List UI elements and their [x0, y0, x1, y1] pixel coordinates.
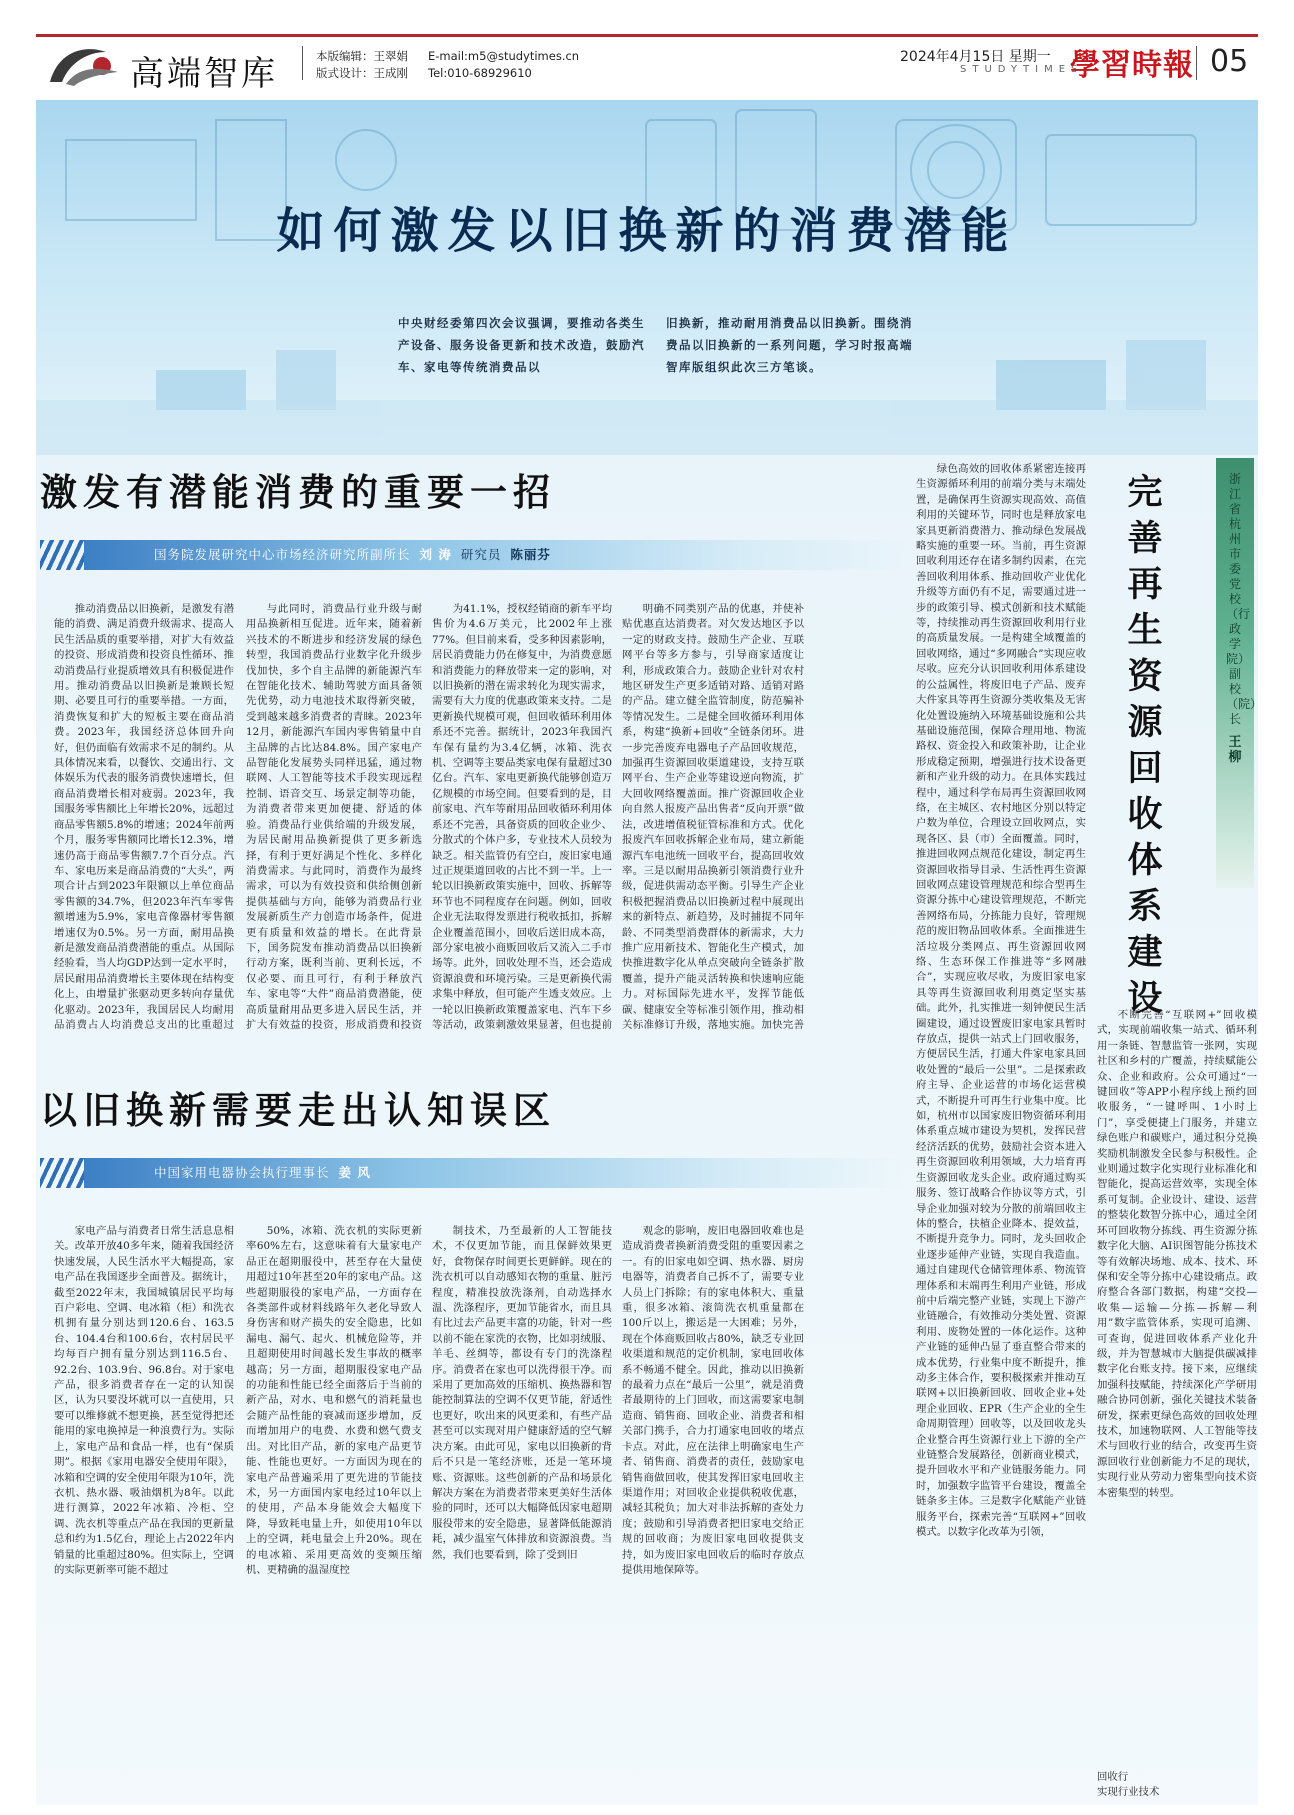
byline-stripes — [40, 1158, 86, 1188]
editor-line: 本版编辑：王翠娟 — [316, 49, 408, 63]
email-line: E-mail:m5@studytimes.cn — [428, 49, 580, 63]
article1-col1 — [54, 602, 234, 1034]
hero-banner — [36, 100, 1258, 455]
article3-title: 完善再生资源回收体系建设 — [1127, 472, 1163, 1019]
article1-col4 — [622, 602, 804, 1034]
studytimes-wordmark: STUDYTIMES — [960, 64, 1084, 75]
article2-title: 以旧换新需要走出认知误区 — [40, 1088, 556, 1132]
designer-line: 版式设计：王成刚 — [316, 66, 408, 80]
paragraph: 制技术，乃至最新的人工智能技术，不仅更加节能，而且保鲜效果更好，食物保存时间更长更鲜鲜。现在的洗衣机可以自动感知衣物的重量、脏污程度，精准投放洗涤剂，自动选择水温、洗涤程序，更加节能省水，而且具有比过去产品更丰富的功能，针对一些以前不能在家洗的衣物，比如羽绒服、羊毛、丝绸等，都设有专门的洗涤程序。消费者在家也可以洗得很干净。而采用了更加高效的压缩机、换热器和智能控制算法的空调不仅更节能，舒适性也更好，吹出来的风更柔和，有些产品甚至可以实现对用户健康舒适的空气解决方案。由此可见，家电以旧换新的背后不只是一笔经济账，还是一笔环境账、资源账。这些创新的产品和场景化解决方案在为消费者带来更美好生活体验的同时，还可以大幅降低因家电超期服役带来的安全隐患，显著降低能源消耗，减少温室气体排放和资源浪费。当然，我们也要看到，除了受到旧 — [432, 1225, 612, 1561]
column-logo-icon — [44, 38, 124, 88]
article2-col4 — [622, 1224, 804, 1794]
byline-affiliation: 国务院发展研究中心市场经济研究所副所长 — [154, 547, 411, 562]
article2-col3 — [432, 1224, 612, 1794]
page-divider — [1196, 46, 1197, 80]
paragraph: 不断完善“互联网+”回收模式，实现前端收集一站式、循环利用一条链、智慧监管一张网，实现社区和乡村的广覆盖，持续赋能公众、企业和政府。公众可通过“一键回收”等APP小程序线上预约回收服务，“一键呼叫、1小时上门”，享受便捷上门服务，并建立绿色账户和碳账户，通过积分兑换奖励机制激发全民参与积极性。企业则通过数字化实现行业标准化和智能化，提高运营效率，实现全体系可复制。企业设计、建设、运营的整装化数智分拣中心，通过全闭环可回收物分拣线、再生资源分拣数字化大脑、AI识图智能分拣技术等有效解决场地、成本、技术、环保和安全等分拣中心建设痛点。政府整合各部门数据，构建“交投—收集—运输—分拣—拆解—利用”数字监管体系，实现可追溯、可查询，促进回收体系产业化升级，并为智慧城市大脑提供碳减排数字化台账支持。接下来，应继续加强科技赋能，持续深化产学研用融合协同创新，强化关键技术装备研发，探索更绿色高效的回收处理技术，加速物联网、人工智能等技术与回收行业的结合，改变再生资源回收行业创新能力不足的现状，实现行业从劳动力密集型向技术资本密集型的转型。 — [1097, 1009, 1257, 1499]
paragraph: 推动消费品以旧换新，是激发有潜能的消费、满足消费升级需求、提高人民生活品质的重要举措，对扩大有效益的投资、形成消费和投资良性循环、推动消费品行业提质增效具有积极促进作用。推动消费品以旧换新是兼顾长短期、必要且可行的重要举措。一方面，消费恢复和扩大的短板主要在商品消费。2023年，我国经济总体回升向好，但仍面临有效需求不足的制约。从具体情况来看，以餐饮、交通出行、文体娱乐为代表的服务消费快速增长，但商品消费增长相对疲弱。2023年，我国服务零售额比上年增长20%，远超过商品零售额5.8%的增速；2024年前两个月，服务零售额同比增长12.3%，增速仍高于商品零售额7.7个百分点。汽车、家电历来是商品消费的“大头”，两项合计占到2023年限额以上单位商品零售额的34.7%，但2023年汽车零售额增速为5.9%，家电音像器材零售额增速仅为0.5%。另一方面，耐用品换新是激发商品消费潜能的重点。从国际经验看，当人均GDP达到一定水平时，居民耐用品消费增长主要体现在结构变化上，由增量扩张驱动更多转向存量优化驱动。2023年，我国居民人均耐用品消费占人均消费总支出的比重超过 — [54, 603, 234, 1031]
paragraph: 绿色高效的回收体系紧密连接再生资源循环利用的前端分类与末端处置，是确保再生资源实现高效、高值利用的关键环节，同时也是释放家电家具更新消费潜力、推动绿色发展战略实施的重要一环。当前，再生资源回收利用还存在诸多制约因素，在完善回收利用体系、推动回收产业优化升级等方面仍有不足，需要通过进一步的政策引导、模式创新和技术赋能等，持续推动再生资源回收利用行业的高质量发展。一是构建全域覆盖的回收网络，通过“多网融合”实现应收尽收。应充分认识回收利用体系建设的公益属性，将废旧电子产品、废弃大件家具等再生资源分类收集及无害化处置设施纳入环境基础设施和公共基础设施范围，保障合理用地、物流路权、资金投入和政策补助，让企业形成稳定预期，增强进行技术设备更新和产业升级的动力。在具体实践过程中，通过科学布局再生资源回收网络，在主城区、农村地区分别以特定户数为单位，合理设立回收网点，实现各区、县（市）全面覆盖。同时，推进回收网点规范化建设，制定再生资源回收指导目录、生活性再生资源回收网点建设管理规范和综合型再生资源分拣中心建设管理规范，不断完善网络布局，分拣能力良好，管理规范的废旧物品回收体系。全面推进生活垃圾分类网点、再生资源回收网络、生态环保工作推进等“多网融合”，实现应收尽收，为废旧家电家具等再生资源回收利用奠定坚实基础。此外，扎实推进一刻钟便民生活圈建设，通过设置废旧家电家具暂时存放点，提供一站式上门回收服务，方便居民生活，打通大件家电家具回收处置的“最后一公里”。二是探索政府主导、企业运营的市场化运营模式，不断提升可再生行业集中度。比如，杭州市以国家废旧物资循环利用体系重点城市建设为契机，发挥民营经济活跃的优势，鼓励社会资本进入再生资源回收利用领域，大力培育再生资源回收龙头企业。政府通过购买服务、签订战略合作协议等方式，引导企业加强对较为分散的前端回收主体的整合，扶植企业降本、提效益，不断提升竞争力。同时，龙头回收企业逐步延伸产业链，实现自我造血。通过自建现代仓储管理体系、物流管理体系和末端再生利用产业链，形成前中后端完整产业链，实现上下游产业链融合，有效推动分类处置、资源利用、废物处置的一体化运作。这种产业链的延伸凸显了垂直整合带来的成本优势，行业集中度不断提升，推动多主体合作，要积极探索并推动互联网+以旧换新回收、回收企业+处理企业回收、EPR（生产企业的全生命周期管理）回收等，以及回收龙头企业整合再生资源行业上下游的全产业链整合发展路径，创新商业模式，提升回收水平和产业链服务能力。同时，加强数字监管平台建设，覆盖全链条多主体。三是数字化赋能产业链服务平台，探索完善“互联网+”回收模式。以数字化改革为引领， — [916, 463, 1086, 1539]
page-number: 05 — [1210, 44, 1249, 79]
article1-byline — [84, 540, 904, 570]
article3-col1 — [916, 462, 1086, 1794]
article1-title: 激发有潜能消费的重要一招 — [40, 470, 556, 514]
column-name: 高端智库 — [130, 54, 278, 94]
article1-col3 — [432, 602, 612, 1034]
editor-credits — [316, 48, 408, 82]
paragraph: 为41.1%，授权经销商的新车平均售价为4.6万美元，比2002年上涨77%。但目前来看，受多种因素影响，居民消费能力仍在修复中，为消费意愿和消费能力的释放带来一定的影响，对以旧换新的潜在需求转化为现实需求，需要有大力度的优惠政策来支持。二是更新换代规模可观，但回收循环利用体系还不完善。据统计，2023年我国汽车保有量约为3.4亿辆，冰箱、洗衣机、空调等主要品类家电保有量超过30亿台。汽车、家电更新换代能够创造万亿规模的市场空间。但要看到的是，目前家电、汽车等耐用品回收循环利用体系还不完善，具备资质的回收企业少、分散式的个体户多，专业技术人员较为缺乏。相关监管仍有空白，废旧家电通过正规渠道回收的占比不到一半。上一轮以旧换新政策实施中，回收、拆解等环节也不同程度存在问题。例如，回收企业无法取得发票进行税收抵扣，拆解企业覆盖范围小，回收后送旧成本高，部分家电被小商贩回收后又流入二手市场等。此外，回收处理不当，还会造成资源浪费和环境污染。三是更新换代需求集中释放，但可能产生透支效应。上一轮以旧换新政策覆盖家电、汽车下乡等活动，政策刺激效果显著，但也提前 — [432, 603, 612, 1031]
paragraph: 观念的影响，废旧电器回收难也是造成消费者换新消费受阻的重要因素之一。有的旧家电如空调、热水器、厨房电器等，消费者自己拆不了，需要专业人员上门拆除；有的家电体积大、重量重，很多冰箱、滚筒洗衣机重量都在100斤以上，搬运是一大困难；另外，现在个体商贩回收占80%，缺乏专业回收渠道和规范的定价机制，家电回收体系不畅通不健全。因此，推动以旧换新的最着力点在“最后一公里”，就是消费者最期待的上门回收，而这需要家电制造商、销售商、回收企业、消费者和相关部门携手，合力打通家电回收的堵点卡点。对此，应在法律上明确家电生产者、销售商、消费者的责任，鼓励家电销售商做回收，使其发挥旧家电回收主渠道作用；对回收企业提供税收优惠，减轻其税负；加大对非法拆解的查处力度；鼓励和引导消费者把旧家电交给正规的回收商；为废旧家电回收提供支持，如为废旧家电回收后的临时存放点提供用地保障等。 — [622, 1225, 804, 1576]
article3-col2 — [1097, 1008, 1257, 1770]
paragraph: 50%，冰箱、洗衣机的实际更新率60%左右，这意味着有大量家电产品正在超期服役中，甚至存在大量使用超过10年甚至20年的家电产品。这些超期服役的家电产品，一方面存在各类部件或材料线路年久老化导致人身伤害和财产损失的安全隐患，比如漏电、漏气、起火、机械危险等，并且超期使用时间越长发生事故的概率越高；另一方面，超期服役家电产品的功能和性能已经全面落后于当前的新产品，对水、电和燃气的消耗量也会随产品性能的衰减而逐步增加，反而增加用户的电费、水费和燃气费支出。对比旧产品，新的家电产品更节能、性能也更好。一方面因为现在的家电产品普遍采用了更先进的节能技术，另一方面国内家电经过10年以上的使用，产品本身能效会大幅度下降，导致耗电量上升，如使用10年以上的空调，耗电量会上升20%。现在的电冰箱、采用更高效的变频压缩机、更精确的温湿度控 — [246, 1225, 422, 1576]
byline-role: 研究员 — [460, 547, 502, 562]
tel-line: Tel:010-68929610 — [428, 66, 532, 80]
issue-date: 2024年4月15日 星期一 — [900, 49, 1051, 65]
page-header — [0, 0, 1294, 100]
banner-intro — [398, 312, 918, 412]
intro-right: 旧换新，推动耐用消费品以旧换新。围绕消费品以旧换新的一系列问题，学习时报高端智库版组织此次三方笔谈。 — [666, 316, 913, 374]
paragraph: 明确不同类别产品的优惠，并使补贴优惠直达消费者。对欠发达地区予以一定的财政支持。鼓励生产企业、互联网平台等多方参与，引导商家适度让利，形成政策合力。鼓励企业针对农村地区研发生产更多适销对路、适销对路的产品。建立健全监管制度，防范骗补等情况发生。二是健全回收循环利用体系，构建“换新+回收”全链条闭环。进一步完善废弃电器电子产品回收规范，加强再生资源回收渠道建设，支持互联网平台、生产企业等建设逆向物流，扩大回收网络覆盖面。推广资源回收企业向自然人报废产品出售者“反向开票”做法，改进增值税征管标准和方式。优化报废汽车回收拆解企业布局，建立新能源汽车电池统一回收平台，提高回收效率。三是以耐用品换新引领消费行业升级，促进供需动态平衡。引导生产企业积极把握消费品以旧换新过程中展现出来的新特点、新趋势，及时捕捉不同年龄、不同类型消费群体的新需求，大力推广应用新技术、智能化生产模式，加快推进数字化从单点突破向全链条扩散覆盖，提升产能灵活转换和快速响应能力。对标国际先进水平，发挥节能低碳、健康安全等标准引领作用，推动相关标准修订升级，落地实施。加快完善 — [622, 603, 804, 1031]
byline-stripes — [40, 540, 86, 570]
intro-left: 中央财经委第四次会议强调，要推动各类生产设备、服务设备更新和技术改造，鼓励汽车、家电等传统消费品以 — [398, 316, 645, 374]
contact-info — [428, 48, 579, 82]
byline-author1: 刘 涛 — [419, 547, 452, 562]
article2-byline — [84, 1158, 904, 1188]
byline-author: 姜 风 — [338, 1165, 371, 1180]
article1-col2 — [246, 602, 422, 1034]
byline-author2: 陈丽芬 — [510, 547, 551, 562]
byline-affiliation: 中国家用电器协会执行理事长 — [154, 1165, 330, 1180]
masthead-logo: 學習時報 — [1070, 48, 1194, 83]
banner-title: 如何激发以旧换新的消费潜能 — [276, 203, 1018, 259]
header-divider — [302, 46, 303, 80]
header-rule — [36, 34, 1258, 37]
article3-author-block — [1226, 472, 1263, 765]
article2-col2 — [246, 1224, 422, 1794]
author-affiliation: 浙江省杭州市委党校（行政学院）副校（院）长 — [1226, 472, 1263, 726]
paragraph: 与此同时，消费品行业升级与耐用品换新相互促进。近年来，随着新兴技术的不断进步和经济发展的绿色转型，我国消费品行业数字化升级步伐加快，多个自主品牌的新能源汽车在智能化技术、辅助驾驶方面具备领先优势，动力电池技术取得新突破，受到越来越多消费者的青睐。2023年12月，新能源汽车国内零售销量中自主品牌的占比达84.8%。国产家电产品智能化发展势头同样迅猛，通过物联网、人工智能等技术手段实现远程控制、语音交互、场景定制等功能，为消费者带来更加便捷、舒适的体验。消费品行业供给端的升级发展，为居民耐用品换新提供了更多新选择，有利于更好满足个性化、多样化消费需求。与此同时，消费作为最终需求，可以为有效投资和供给侧创新提供基础与方向，能够为消费品行业发展新质生产力创造市场条件，促进更有质量和效益的增长。在此背景下，国务院发布推动消费品以旧换新行动方案，既利当前、更利长远，不仅必要、而且可行，有利于释放汽车、家电等“大件”商品消费潜能，使高质量耐用品更多进入居民生活，并扩大有效益的投资，形成消费和投资 — [246, 603, 422, 1031]
author-name: 王柳 — [1228, 735, 1242, 765]
paragraph: 家电产品与消费者日常生活息息相关。改革开放40多年来，随着我国经济快速发展，人民生活水平大幅提高，家电产品在我国逐步全面普及。据统计，截至2022年末，我国城镇居民平均每百户彩电、空调、电冰箱（柜）和洗衣机拥有量分别达到120.6台、163.5台、104.4台和100.6台，农村居民平均每百户拥有量分别达到116.5台、92.2台、103.9台、96.8台。对于家电产品，很多消费者存在一定的认知误区，认为只要没坏就可以一直使用，只要可以维修就不想更换，甚至觉得把还能用的家电换掉是一种浪费行为。实际上，家电产品和食品一样，也有“保质期”。根据《家用电器安全使用年限》，冰箱和空调的安全使用年限为10年，洗衣机、热水器、吸油烟机为8年。以此进行测算，2022年冰箱、冷柜、空调、洗衣机等重点产品在我国的更新量总和约为1.5亿台，理论上占2022年内销量的比重超过80%。但实际上，空调的实际更新率可能不超过 — [54, 1225, 234, 1576]
article3-footer-note: 回收行 实现行业技术 — [1097, 1771, 1160, 1798]
article2-col1 — [54, 1224, 234, 1794]
